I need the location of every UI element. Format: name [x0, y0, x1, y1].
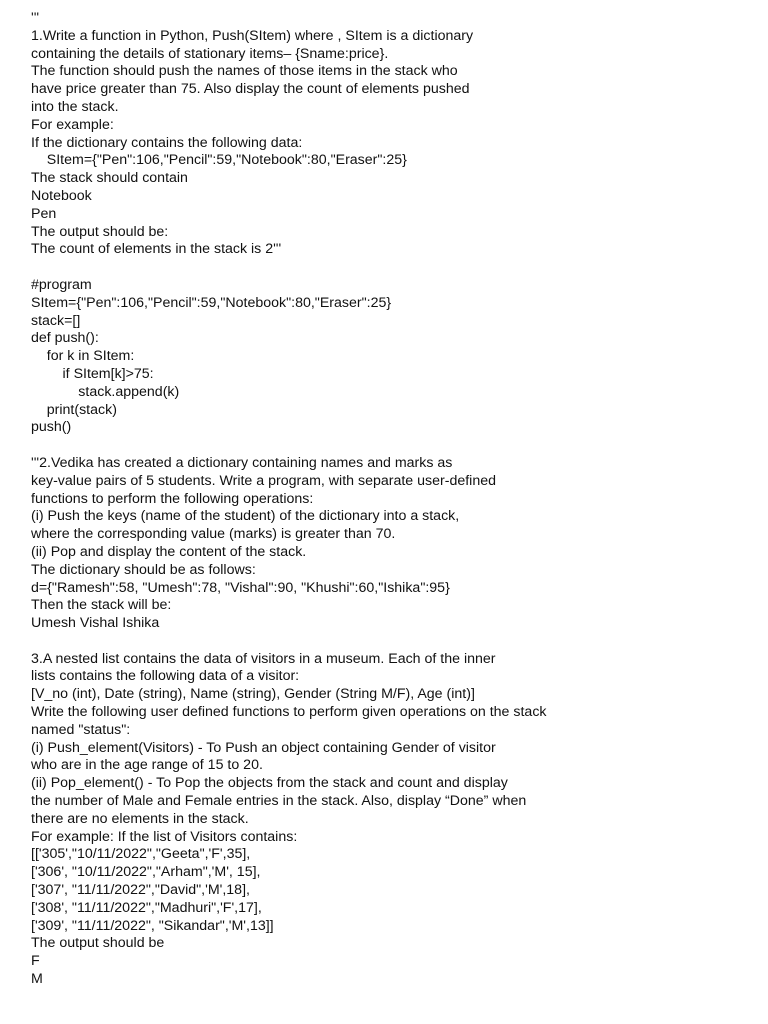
text-line: who are in the age range of 15 to 20.: [31, 757, 263, 774]
text-line: have price greater than 75. Also display the count of elements pushed: [31, 81, 470, 98]
code-line: ['308', "11/11/2022","Madhuri",'F',17],: [31, 899, 262, 916]
text-line: M: [31, 971, 43, 988]
code-line: ['309', "11/11/2022", "Sikandar",'M',13]]: [31, 917, 274, 934]
code-line: ['307', "11/11/2022","David",'M',18],: [31, 882, 250, 899]
text-line: For example:: [31, 116, 114, 133]
document-page: [31, 10, 751, 989]
text-line: The count of elements in the stack is 2''': [31, 241, 282, 258]
text-line: If the dictionary contains the following data:: [31, 134, 303, 151]
text-line: The function should push the names of those items in the stack who: [31, 63, 458, 80]
text-line: [V_no (int), Date (string), Name (string), Gender (String M/F), Age (int)]: [31, 686, 475, 703]
question-1-heading: 1.Write a function in Python, Push(SItem) where , SItem is a dictionary: [31, 27, 474, 44]
text-line: The stack should contain: [31, 170, 188, 187]
text-line: The output should be: [31, 935, 165, 952]
text-line: Umesh Vishal Ishika: [31, 615, 160, 632]
text-line: ''': [31, 10, 40, 26]
text-line: functions to perform the following operations:: [31, 490, 314, 507]
blank-line: [31, 259, 751, 277]
text-line: Notebook: [31, 187, 92, 204]
code-line: SItem={"Pen":106,"Pencil":59,"Notebook":80,"Eraser":25}: [31, 152, 407, 169]
text-line: named "status":: [31, 721, 131, 738]
text-line: Then the stack will be:: [31, 597, 172, 614]
text-line: lists contains the following data of a visitor:: [31, 668, 300, 685]
blank-line: [31, 437, 751, 455]
text-line: key-value pairs of 5 students. Write a program, with separate user-defined: [31, 472, 497, 489]
text-line: F: [31, 953, 40, 970]
code-line: SItem={"Pen":106,"Pencil":59,"Notebook":80,"Eraser":25}: [31, 294, 392, 311]
text-line: (ii) Pop_element() - To Pop the objects from the stack and count and display: [31, 775, 508, 792]
text-line: there are no elements in the stack.: [31, 810, 249, 827]
text-line: The output should be:: [31, 223, 169, 240]
text-line: containing the details of stationary items– {Sname:price}.: [31, 45, 389, 62]
code-line: print(stack): [31, 401, 117, 418]
text-line: The dictionary should be as follows:: [31, 561, 256, 578]
text-line: Write the following user defined functions to perform given operations on the stack: [31, 704, 547, 721]
text-line: (i) Push_element(Visitors) - To Push an object containing Gender of visitor: [31, 739, 496, 756]
code-line: push(): [31, 419, 72, 436]
question-3-heading: 3.A nested list contains the data of visitors in a museum. Each of the inner: [31, 650, 496, 667]
text-line: where the corresponding value (marks) is greater than 70.: [31, 526, 396, 543]
blank-line: [31, 633, 751, 651]
code-line: d={"Ramesh":58, "Umesh":78, "Vishal":90, "Khushi":60,"Ishika":95}: [31, 579, 450, 596]
text-line: (ii) Pop and display the content of the stack.: [31, 543, 307, 560]
question-2-heading: '''2.Vedika has created a dictionary containing names and marks as: [31, 454, 453, 471]
text-line: the number of Male and Female entries in the stack. Also, display “Done” when: [31, 793, 527, 810]
text-line: (i) Push the keys (name of the student) of the dictionary into a stack,: [31, 508, 460, 525]
code-line: ['306', "10/11/2022","Arham",'M', 15],: [31, 864, 261, 881]
text-line: Pen: [31, 205, 57, 222]
program-heading: #program: [31, 276, 92, 293]
code-line: stack.append(k): [31, 383, 180, 400]
code-line: [['305',"10/11/2022","Geeta",'F',35],: [31, 846, 251, 863]
code-line: for k in SItem:: [31, 348, 135, 365]
text-line: into the stack.: [31, 98, 119, 115]
code-line: if SItem[k]>75:: [31, 365, 154, 382]
code-line: stack=[]: [31, 312, 81, 329]
code-line: def push():: [31, 330, 99, 347]
text-line: For example: If the list of Visitors contains:: [31, 828, 298, 845]
